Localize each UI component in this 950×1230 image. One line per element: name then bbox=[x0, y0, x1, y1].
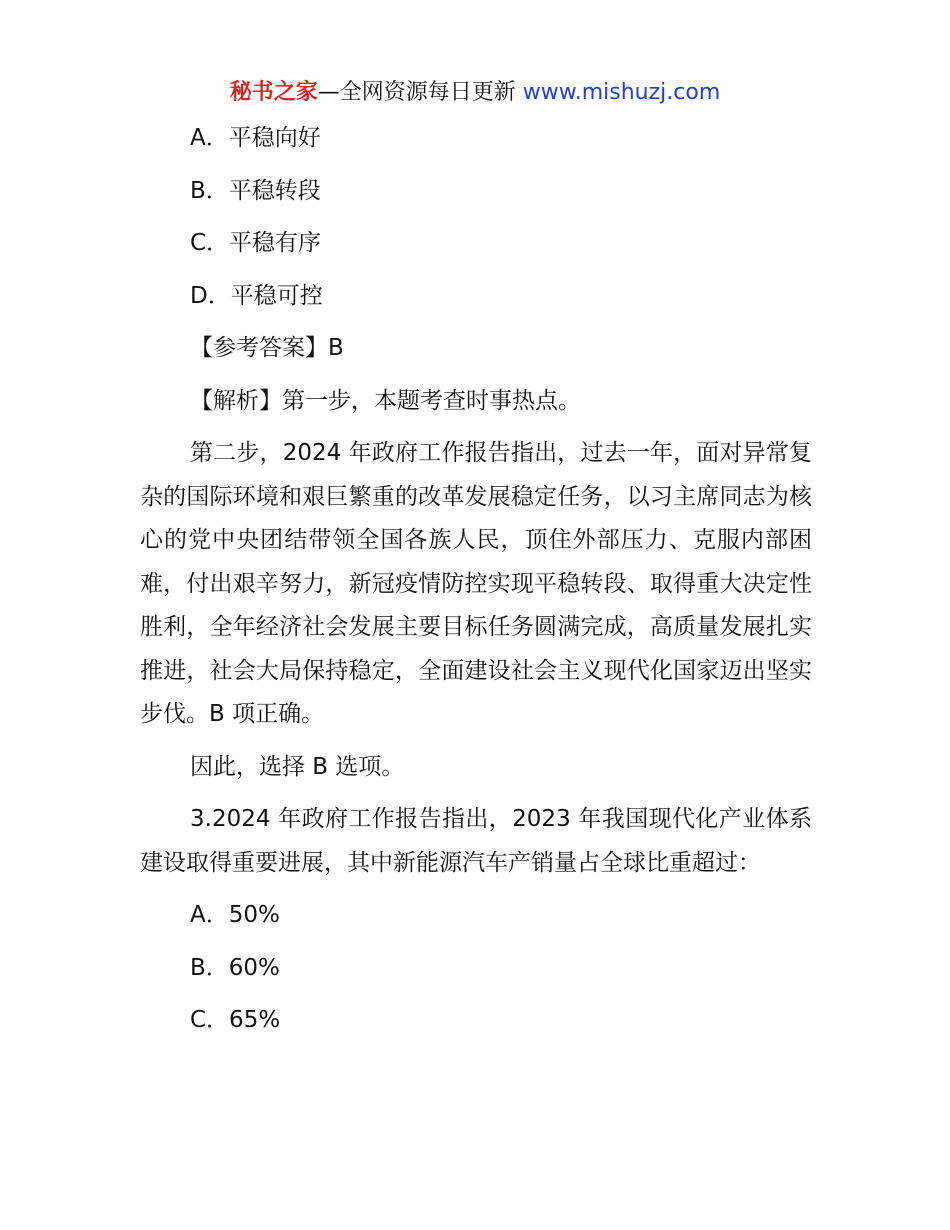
analysis-step-2: 第二步，2024 年政府工作报告指出，过去一年，面对异常复杂的国际环境和艰巨繁重的改革发展稳定任务，以习主席同志为核心的党中央团结带领全国各族人民，顶住外部压力、克服内部困难，付出艰辛努力，新冠疫情防控实现平稳转段、取得重大决定性胜利，全年经济社会发展主要目标任务圆满完成，高质量发展扎实推进，社会大局保持稳定，全面建设社会主义现代化国家迈出坚实步伐。B 项正确。 bbox=[140, 440, 812, 727]
site-brand: 秘书之家 bbox=[229, 80, 318, 105]
document-body bbox=[140, 117, 812, 1052]
analysis-step-1: 【解析】第一步，本题考查时事热点。 bbox=[190, 387, 581, 414]
site-tagline: —全网资源每日更新 bbox=[317, 80, 516, 105]
reference-answer: 【参考答案】B bbox=[190, 335, 344, 361]
page-header bbox=[0, 78, 950, 108]
q3-option-c: C．65% bbox=[190, 1007, 281, 1033]
q3-option-b: B．60% bbox=[190, 954, 280, 981]
option-a: A．平稳向好 bbox=[190, 125, 321, 151]
option-d: D．平稳可控 bbox=[190, 282, 323, 309]
q3-option-a: A．50% bbox=[190, 902, 280, 928]
analysis-conclusion: 因此，选择 B 选项。 bbox=[190, 753, 405, 780]
option-b: B．平稳转段 bbox=[190, 177, 321, 204]
question-3-stem: 3.2024 年政府工作报告指出，2023 年我国现代化产业体系建设取得重要进展，其中新能源汽车产销量占全球比重超过： bbox=[140, 806, 812, 876]
site-url-link[interactable]: www.mishuzj.com bbox=[522, 80, 721, 105]
option-c: C．平稳有序 bbox=[190, 230, 322, 256]
